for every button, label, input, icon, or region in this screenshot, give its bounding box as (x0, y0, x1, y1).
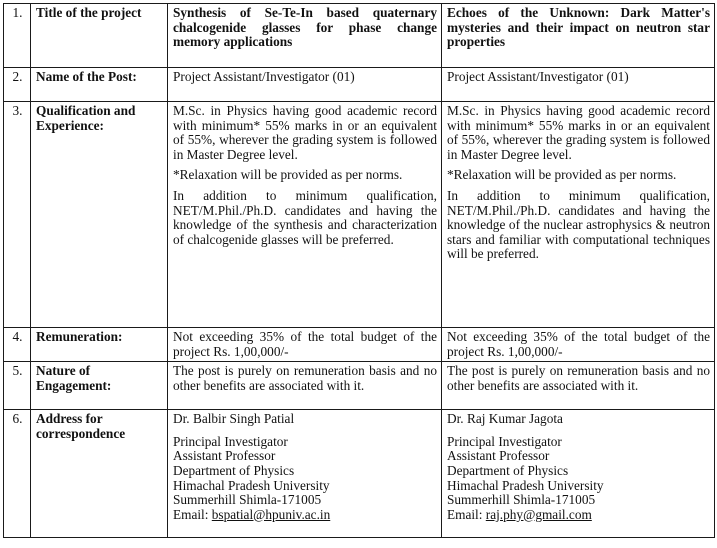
pi-role: Principal Investigator (447, 433, 562, 449)
row-number: 1. (4, 4, 31, 68)
row-number: 3. (4, 102, 31, 328)
pi-designation: Assistant Professor (173, 448, 276, 464)
row-number: 2. (4, 68, 31, 102)
recruitment-details-table (3, 3, 715, 538)
qualification-text: M.Sc. in Physics having good academic record with minimum* 55% marks in or an equivalent of 55%, wherever the grading system is followed in Master Degree level. (447, 103, 710, 162)
pi-email-line (447, 508, 710, 523)
qualification-1 (168, 102, 442, 328)
row-label-post: Name of the Post: (31, 68, 168, 102)
remuneration-2: Not exceeding 35% of the total budget of the project Rs. 1,00,000/- (442, 328, 715, 362)
pi-department: Department of Physics (447, 462, 569, 478)
row-number: 5. (4, 362, 31, 410)
table-row (4, 410, 715, 538)
pi-designation: Assistant Professor (447, 448, 550, 464)
relaxation-note: *Relaxation will be provided as per norms. (173, 167, 403, 183)
qualification-2 (442, 102, 715, 328)
table-row (4, 68, 715, 102)
pi-location: Summerhill Shimla-171005 (173, 492, 322, 508)
project-title-2: Echoes of the Unknown: Dark Matter's mysteries and their impact on neutron star properties (442, 4, 715, 68)
pi-university: Himachal Pradesh University (447, 477, 604, 493)
table-row (4, 102, 715, 328)
table-row (4, 362, 715, 410)
row-label-remuneration: Remuneration: (31, 328, 168, 362)
pi-name: Dr. Raj Kumar Jagota (447, 411, 563, 427)
preferred-text: In addition to minimum qualification, NET/M.Phil./Ph.D. candidates and having the knowledge of the nuclear astrophysics & neutron stars and familiar with computational techniques will be preferred. (447, 187, 710, 262)
row-number: 6. (4, 410, 31, 538)
row-label-address: Address for correspondence (31, 410, 168, 538)
engagement-1: The post is purely on remuneration basis and no other benefits are associated with it. (168, 362, 442, 410)
address-2 (442, 410, 715, 538)
email-label: Email: (447, 506, 486, 522)
pi-name: Dr. Balbir Singh Patial (173, 411, 295, 427)
post-name-2: Project Assistant/Investigator (01) (442, 68, 715, 102)
pi-location: Summerhill Shimla-171005 (447, 492, 596, 508)
email-link[interactable]: bspatial@hpuniv.ac.in (211, 506, 331, 522)
relaxation-note: *Relaxation will be provided as per norms. (447, 167, 677, 183)
remuneration-1: Not exceeding 35% of the total budget of the project Rs. 1,00,000/- (168, 328, 442, 362)
row-label-title: Title of the project (31, 4, 168, 68)
pi-role: Principal Investigator (173, 433, 288, 449)
project-title-1: Synthesis of Se-Te-In based quaternary chalcogenide glasses for phase change memory applications (168, 4, 442, 68)
row-number: 4. (4, 328, 31, 362)
email-label: Email: (173, 506, 212, 522)
preferred-text: In addition to minimum qualification, NET/M.Phil./Ph.D. candidates and having the knowledge of the synthesis and characterization of chalcogenide glasses will be preferred. (173, 187, 437, 247)
pi-university: Himachal Pradesh University (173, 477, 330, 493)
qualification-text: M.Sc. in Physics having good academic record with minimum* 55% marks in or an equivalent of 55%, wherever the grading system is followed in Master Degree level. (173, 103, 437, 162)
table-row (4, 4, 715, 68)
pi-department: Department of Physics (173, 462, 295, 478)
address-1 (168, 410, 442, 538)
pi-email-line (173, 508, 437, 523)
post-name-1: Project Assistant/Investigator (01) (168, 68, 442, 102)
row-label-engagement: Nature of Engagement: (31, 362, 168, 410)
email-link[interactable]: raj.phy@gmail.com (485, 506, 592, 522)
table-row (4, 328, 715, 362)
row-label-qualification: Qualification and Experience: (31, 102, 168, 328)
engagement-2: The post is purely on remuneration basis and no other benefits are associated with it. (442, 362, 715, 410)
